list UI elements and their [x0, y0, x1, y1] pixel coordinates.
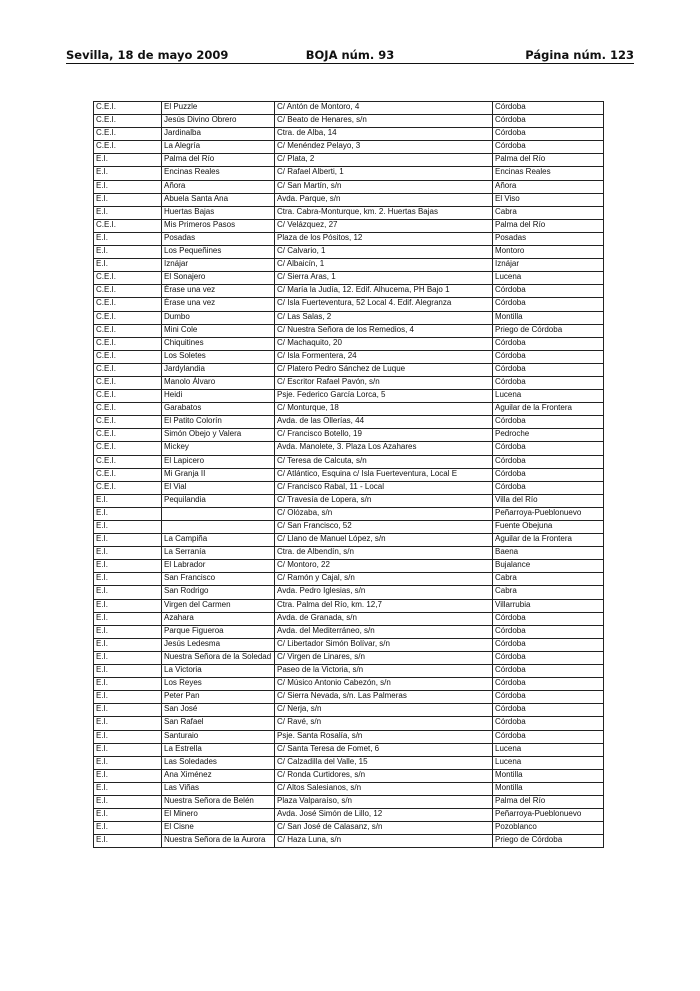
address-cell: C/ Platero Pedro Sánchez de Luque — [275, 363, 493, 376]
address-cell: C/ Velázquez, 27 — [275, 219, 493, 232]
center-name-cell: Jesús Divino Obrero — [162, 115, 275, 128]
center-name-cell: San José — [162, 704, 275, 717]
center-type-cell: E.I. — [94, 717, 162, 730]
center-name-cell: Palma del Río — [162, 154, 275, 167]
municipality-cell: Montoro — [493, 246, 604, 259]
center-type-cell: E.I. — [94, 560, 162, 573]
table-row — [94, 494, 604, 507]
center-type-cell: C.E.I. — [94, 311, 162, 324]
center-name-cell: Iznájar — [162, 259, 275, 272]
municipality-cell: Peñarroya-Pueblonuevo — [493, 809, 604, 822]
address-cell: Avda. Pedro Iglesias, s/n — [275, 586, 493, 599]
center-type-cell: E.I. — [94, 795, 162, 808]
center-name-cell: Mi Granja II — [162, 468, 275, 481]
table-row — [94, 429, 604, 442]
municipality-cell: Córdoba — [493, 638, 604, 651]
table-row — [94, 573, 604, 586]
table-row — [94, 560, 604, 573]
center-type-cell: C.E.I. — [94, 298, 162, 311]
municipality-cell: Córdoba — [493, 416, 604, 429]
center-type-cell: E.I. — [94, 638, 162, 651]
municipality-cell: Córdoba — [493, 468, 604, 481]
center-name-cell: Mis Primeros Pasos — [162, 219, 275, 232]
center-name-cell: Nuestra Señora de la Soledad — [162, 651, 275, 664]
table-row — [94, 534, 604, 547]
center-name-cell: Las Soledades — [162, 756, 275, 769]
municipality-cell: Palma del Río — [493, 154, 604, 167]
municipality-cell: Córdoba — [493, 678, 604, 691]
center-type-cell: C.E.I. — [94, 363, 162, 376]
municipality-cell: Posadas — [493, 232, 604, 245]
municipality-cell: Palma del Río — [493, 795, 604, 808]
table-row — [94, 638, 604, 651]
table-row — [94, 180, 604, 193]
address-cell: C/ Calzadilla del Valle, 15 — [275, 756, 493, 769]
municipality-cell: Aguilar de la Frontera — [493, 403, 604, 416]
table-row — [94, 311, 604, 324]
table-row — [94, 599, 604, 612]
center-type-cell: E.I. — [94, 665, 162, 678]
center-name-cell: Érase una vez — [162, 285, 275, 298]
address-cell: C/ Antón de Montoro, 4 — [275, 102, 493, 115]
center-type-cell: E.I. — [94, 547, 162, 560]
address-cell: Avda. José Simón de Lillo, 12 — [275, 809, 493, 822]
municipality-cell: Montilla — [493, 311, 604, 324]
center-name-cell: Dumbo — [162, 311, 275, 324]
municipality-cell: Córdoba — [493, 704, 604, 717]
address-cell: C/ Las Salas, 2 — [275, 311, 493, 324]
municipality-cell: Priego de Córdoba — [493, 324, 604, 337]
center-name-cell: Las Viñas — [162, 782, 275, 795]
center-type-cell: E.I. — [94, 507, 162, 520]
address-cell: C/ Ronda Curtidores, s/n — [275, 769, 493, 782]
center-name-cell: Posadas — [162, 232, 275, 245]
address-cell: Avda. de las Ollerías, 44 — [275, 416, 493, 429]
center-type-cell: E.I. — [94, 259, 162, 272]
header-bulletin: BOJA núm. 93 — [305, 48, 395, 62]
address-cell: C/ Olózaba, s/n — [275, 507, 493, 520]
table-row — [94, 507, 604, 520]
center-name-cell: Encinas Reales — [162, 167, 275, 180]
center-type-cell: C.E.I. — [94, 376, 162, 389]
address-cell: C/ Nerja, s/n — [275, 704, 493, 717]
table-row — [94, 337, 604, 350]
center-type-cell: C.E.I. — [94, 416, 162, 429]
table-row — [94, 206, 604, 219]
table-row — [94, 154, 604, 167]
table-row — [94, 232, 604, 245]
address-cell: C/ San Martín, s/n — [275, 180, 493, 193]
table-row — [94, 115, 604, 128]
table-row — [94, 193, 604, 206]
municipality-cell: Córdoba — [493, 442, 604, 455]
center-type-cell: C.E.I. — [94, 403, 162, 416]
center-name-cell: El Labrador — [162, 560, 275, 573]
table-row — [94, 547, 604, 560]
address-cell: C/ Plata, 2 — [275, 154, 493, 167]
center-type-cell: E.I. — [94, 730, 162, 743]
table-row — [94, 390, 604, 403]
center-type-cell: C.E.I. — [94, 468, 162, 481]
table-row — [94, 717, 604, 730]
address-cell: C/ Travesía de Lopera, s/n — [275, 494, 493, 507]
center-type-cell: E.I. — [94, 154, 162, 167]
table-row — [94, 665, 604, 678]
address-cell: C/ Haza Luna, s/n — [275, 835, 493, 848]
center-type-cell: E.I. — [94, 246, 162, 259]
table-row — [94, 298, 604, 311]
center-type-cell: E.I. — [94, 206, 162, 219]
municipality-cell: Córdoba — [493, 376, 604, 389]
municipality-cell: Villa del Río — [493, 494, 604, 507]
center-type-cell: E.I. — [94, 494, 162, 507]
center-type-cell: C.E.I. — [94, 324, 162, 337]
header-date: Sevilla, 18 de mayo 2009 — [66, 48, 229, 62]
municipality-cell: Cabra — [493, 586, 604, 599]
center-type-cell: E.I. — [94, 167, 162, 180]
center-name-cell: Los Pequeñines — [162, 246, 275, 259]
center-name-cell: El Patito Colorín — [162, 416, 275, 429]
table-row — [94, 625, 604, 638]
center-type-cell: E.I. — [94, 822, 162, 835]
address-cell: Plaza de los Pósitos, 12 — [275, 232, 493, 245]
table-row — [94, 835, 604, 848]
municipality-cell: Baena — [493, 547, 604, 560]
municipality-cell: Córdoba — [493, 625, 604, 638]
table-row — [94, 259, 604, 272]
center-name-cell: Huertas Bajas — [162, 206, 275, 219]
address-cell: C/ Francisco Rabal, 11 - Local — [275, 481, 493, 494]
address-cell: Ctra. de Alba, 14 — [275, 128, 493, 141]
center-name-cell: Mickey — [162, 442, 275, 455]
municipality-cell: Lucena — [493, 390, 604, 403]
address-cell: Ctra. Palma del Río, km. 12,7 — [275, 599, 493, 612]
address-cell: C/ Machaquito, 20 — [275, 337, 493, 350]
address-cell: C/ María la Judía, 12. Edif. Alhucema, PH Bajo 1 — [275, 285, 493, 298]
center-type-cell: E.I. — [94, 573, 162, 586]
address-cell: Ctra. Cabra-Monturque, km. 2. Huertas Bajas — [275, 206, 493, 219]
table-row — [94, 782, 604, 795]
municipality-cell: Córdoba — [493, 141, 604, 154]
table-row — [94, 219, 604, 232]
center-type-cell: E.I. — [94, 612, 162, 625]
table-row — [94, 730, 604, 743]
center-type-cell: C.E.I. — [94, 272, 162, 285]
center-type-cell: C.E.I. — [94, 350, 162, 363]
center-name-cell: Peter Pan — [162, 691, 275, 704]
address-cell: Plaza Valparaíso, s/n — [275, 795, 493, 808]
center-name-cell: Parque Figueroa — [162, 625, 275, 638]
center-type-cell: E.I. — [94, 756, 162, 769]
municipality-cell: Cabra — [493, 573, 604, 586]
municipality-cell: Peñarroya-Pueblonuevo — [493, 507, 604, 520]
center-type-cell: E.I. — [94, 691, 162, 704]
centers-table — [93, 101, 604, 848]
municipality-cell: Córdoba — [493, 691, 604, 704]
center-name-cell: San Rodrigo — [162, 586, 275, 599]
center-type-cell: E.I. — [94, 599, 162, 612]
municipality-cell: Córdoba — [493, 128, 604, 141]
center-type-cell: E.I. — [94, 651, 162, 664]
center-name-cell: Los Soletes — [162, 350, 275, 363]
table-row — [94, 350, 604, 363]
municipality-cell: Pozoblanco — [493, 822, 604, 835]
table-row — [94, 363, 604, 376]
center-type-cell: E.I. — [94, 769, 162, 782]
table-row — [94, 442, 604, 455]
center-name-cell: Azahara — [162, 612, 275, 625]
center-type-cell: C.E.I. — [94, 102, 162, 115]
table-row — [94, 455, 604, 468]
address-cell: C/ Ravé, s/n — [275, 717, 493, 730]
table-row — [94, 246, 604, 259]
center-name-cell: El Vial — [162, 481, 275, 494]
table-row — [94, 769, 604, 782]
address-cell: C/ Atlántico, Esquina c/ Isla Fuerteventura, Local E — [275, 468, 493, 481]
center-name-cell: El Cisne — [162, 822, 275, 835]
municipality-cell: Córdoba — [493, 481, 604, 494]
address-cell: Avda. Manolete, 3. Plaza Los Azahares — [275, 442, 493, 455]
table-row — [94, 678, 604, 691]
center-name-cell: Simón Obejo y Valera — [162, 429, 275, 442]
address-cell: C/ Monturque, 18 — [275, 403, 493, 416]
municipality-cell: Lucena — [493, 756, 604, 769]
table-row — [94, 586, 604, 599]
center-name-cell: Nuestra Señora de la Aurora — [162, 835, 275, 848]
page-header — [66, 48, 634, 64]
address-cell: C/ Sierra Nevada, s/n. Las Palmeras — [275, 691, 493, 704]
center-name-cell: Chiquitines — [162, 337, 275, 350]
municipality-cell: Montilla — [493, 769, 604, 782]
center-type-cell: E.I. — [94, 232, 162, 245]
address-cell: C/ Teresa de Calcuta, s/n — [275, 455, 493, 468]
center-name-cell: Nuestra Señora de Belén — [162, 795, 275, 808]
center-name-cell: Manolo Álvaro — [162, 376, 275, 389]
address-cell: C/ Isla Formentera, 24 — [275, 350, 493, 363]
center-type-cell: C.E.I. — [94, 455, 162, 468]
center-type-cell: E.I. — [94, 678, 162, 691]
address-cell: Avda. del Mediterráneo, s/n — [275, 625, 493, 638]
municipality-cell: Villarrubia — [493, 599, 604, 612]
municipality-cell: Córdoba — [493, 337, 604, 350]
table-row — [94, 743, 604, 756]
center-name-cell — [162, 507, 275, 520]
table-row — [94, 324, 604, 337]
municipality-cell: Córdoba — [493, 455, 604, 468]
center-name-cell: Los Reyes — [162, 678, 275, 691]
address-cell: Paseo de la Victoria, s/n — [275, 665, 493, 678]
table-row — [94, 481, 604, 494]
header-rule — [66, 63, 634, 64]
table-row — [94, 141, 604, 154]
centers-table-body — [94, 102, 604, 848]
center-type-cell: C.E.I. — [94, 390, 162, 403]
municipality-cell: Córdoba — [493, 285, 604, 298]
municipality-cell: El Viso — [493, 193, 604, 206]
municipality-cell: Córdoba — [493, 102, 604, 115]
municipality-cell: Bujalance — [493, 560, 604, 573]
table-row — [94, 272, 604, 285]
center-type-cell: E.I. — [94, 782, 162, 795]
municipality-cell: Aguilar de la Frontera — [493, 534, 604, 547]
table-row — [94, 468, 604, 481]
center-name-cell: La Serranía — [162, 547, 275, 560]
center-type-cell: C.E.I. — [94, 429, 162, 442]
municipality-cell: Lucena — [493, 743, 604, 756]
center-type-cell: E.I. — [94, 704, 162, 717]
municipality-cell: Palma del Río — [493, 219, 604, 232]
center-name-cell: Añora — [162, 180, 275, 193]
center-type-cell: C.E.I. — [94, 442, 162, 455]
address-cell: C/ San José de Calasanz, s/n — [275, 822, 493, 835]
center-type-cell: E.I. — [94, 809, 162, 822]
address-cell: C/ Llano de Manuel López, s/n — [275, 534, 493, 547]
center-type-cell: E.I. — [94, 835, 162, 848]
center-type-cell: C.E.I. — [94, 337, 162, 350]
table-row — [94, 809, 604, 822]
table-row — [94, 651, 604, 664]
center-name-cell — [162, 521, 275, 534]
municipality-cell: Córdoba — [493, 298, 604, 311]
municipality-cell: Córdoba — [493, 730, 604, 743]
table-row — [94, 704, 604, 717]
table-row — [94, 403, 604, 416]
municipality-cell: Montilla — [493, 782, 604, 795]
center-name-cell: La Campiña — [162, 534, 275, 547]
municipality-cell: Córdoba — [493, 350, 604, 363]
table-row — [94, 756, 604, 769]
address-cell: C/ Menéndez Pelayo, 3 — [275, 141, 493, 154]
center-type-cell: C.E.I. — [94, 141, 162, 154]
center-type-cell: C.E.I. — [94, 219, 162, 232]
municipality-cell: Lucena — [493, 272, 604, 285]
municipality-cell: Añora — [493, 180, 604, 193]
municipality-cell: Córdoba — [493, 665, 604, 678]
center-name-cell: Virgen del Carmen — [162, 599, 275, 612]
municipality-cell: Córdoba — [493, 717, 604, 730]
address-cell: C/ Libertador Simón Bolívar, s/n — [275, 638, 493, 651]
center-type-cell: C.E.I. — [94, 285, 162, 298]
address-cell: C/ Beato de Henares, s/n — [275, 115, 493, 128]
table-row — [94, 612, 604, 625]
address-cell: C/ Nuestra Señora de los Remedios, 4 — [275, 324, 493, 337]
address-cell: C/ Altos Salesianos, s/n — [275, 782, 493, 795]
municipality-cell: Encinas Reales — [493, 167, 604, 180]
table-row — [94, 822, 604, 835]
center-type-cell: E.I. — [94, 521, 162, 534]
address-cell: C/ San Francisco, 52 — [275, 521, 493, 534]
address-cell: Psje. Federico García Lorca, 5 — [275, 390, 493, 403]
header-page-number: Página núm. 123 — [525, 48, 634, 62]
address-cell: C/ Isla Fuerteventura, 52 Local 4. Edif. Alegranza — [275, 298, 493, 311]
center-name-cell: Jesús Ledesma — [162, 638, 275, 651]
center-type-cell: E.I. — [94, 534, 162, 547]
address-cell: C/ Calvario, 1 — [275, 246, 493, 259]
center-name-cell: San Rafael — [162, 717, 275, 730]
center-type-cell: C.E.I. — [94, 481, 162, 494]
address-cell: C/ Ramón y Cajal, s/n — [275, 573, 493, 586]
municipality-cell: Iznájar — [493, 259, 604, 272]
center-name-cell: Érase una vez — [162, 298, 275, 311]
center-type-cell: E.I. — [94, 180, 162, 193]
municipality-cell: Cabra — [493, 206, 604, 219]
center-type-cell: E.I. — [94, 743, 162, 756]
address-cell: C/ Escritor Rafael Pavón, s/n — [275, 376, 493, 389]
address-cell: Avda. de Granada, s/n — [275, 612, 493, 625]
center-name-cell: Heidi — [162, 390, 275, 403]
address-cell: C/ Montoro, 22 — [275, 560, 493, 573]
municipality-cell: Pedroche — [493, 429, 604, 442]
municipality-cell: Córdoba — [493, 363, 604, 376]
center-name-cell: Jardylandia — [162, 363, 275, 376]
table-row — [94, 102, 604, 115]
municipality-cell: Priego de Córdoba — [493, 835, 604, 848]
municipality-cell: Córdoba — [493, 115, 604, 128]
center-type-cell: E.I. — [94, 193, 162, 206]
table-row — [94, 691, 604, 704]
municipality-cell: Córdoba — [493, 612, 604, 625]
address-cell: C/ Santa Teresa de Fomet, 6 — [275, 743, 493, 756]
center-type-cell: C.E.I. — [94, 128, 162, 141]
address-cell: Avda. Parque, s/n — [275, 193, 493, 206]
center-type-cell: E.I. — [94, 586, 162, 599]
center-name-cell: El Puzzle — [162, 102, 275, 115]
address-cell: Psje. Santa Rosalía, s/n — [275, 730, 493, 743]
address-cell: C/ Rafael Alberti, 1 — [275, 167, 493, 180]
center-name-cell: La Victoria — [162, 665, 275, 678]
center-name-cell: Abuela Santa Ana — [162, 193, 275, 206]
center-type-cell: E.I. — [94, 625, 162, 638]
center-type-cell: C.E.I. — [94, 115, 162, 128]
address-cell: C/ Virgen de Linares, s/n — [275, 651, 493, 664]
center-name-cell: Mini Cole — [162, 324, 275, 337]
center-name-cell: Garabatos — [162, 403, 275, 416]
address-cell: C/ Sierra Aras, 1 — [275, 272, 493, 285]
table-row — [94, 285, 604, 298]
municipality-cell: Córdoba — [493, 651, 604, 664]
center-name-cell: San Francisco — [162, 573, 275, 586]
center-name-cell: Ana Ximénez — [162, 769, 275, 782]
address-cell: C/ Albaicín, 1 — [275, 259, 493, 272]
center-name-cell: Santuraio — [162, 730, 275, 743]
center-name-cell: La Alegría — [162, 141, 275, 154]
municipality-cell: Fuente Obejuna — [493, 521, 604, 534]
address-cell: Ctra. de Albendín, s/n — [275, 547, 493, 560]
table-row — [94, 128, 604, 141]
table-row — [94, 376, 604, 389]
address-cell: C/ Músico Antonio Cabezón, s/n — [275, 678, 493, 691]
address-cell: C/ Francisco Botello, 19 — [275, 429, 493, 442]
center-name-cell: El Minero — [162, 809, 275, 822]
center-name-cell: Pequilandia — [162, 494, 275, 507]
center-name-cell: El Lapicero — [162, 455, 275, 468]
table-row — [94, 795, 604, 808]
table-row — [94, 521, 604, 534]
table-row — [94, 167, 604, 180]
table-row — [94, 416, 604, 429]
center-name-cell: El Sonajero — [162, 272, 275, 285]
center-name-cell: La Estrella — [162, 743, 275, 756]
center-name-cell: Jardinalba — [162, 128, 275, 141]
